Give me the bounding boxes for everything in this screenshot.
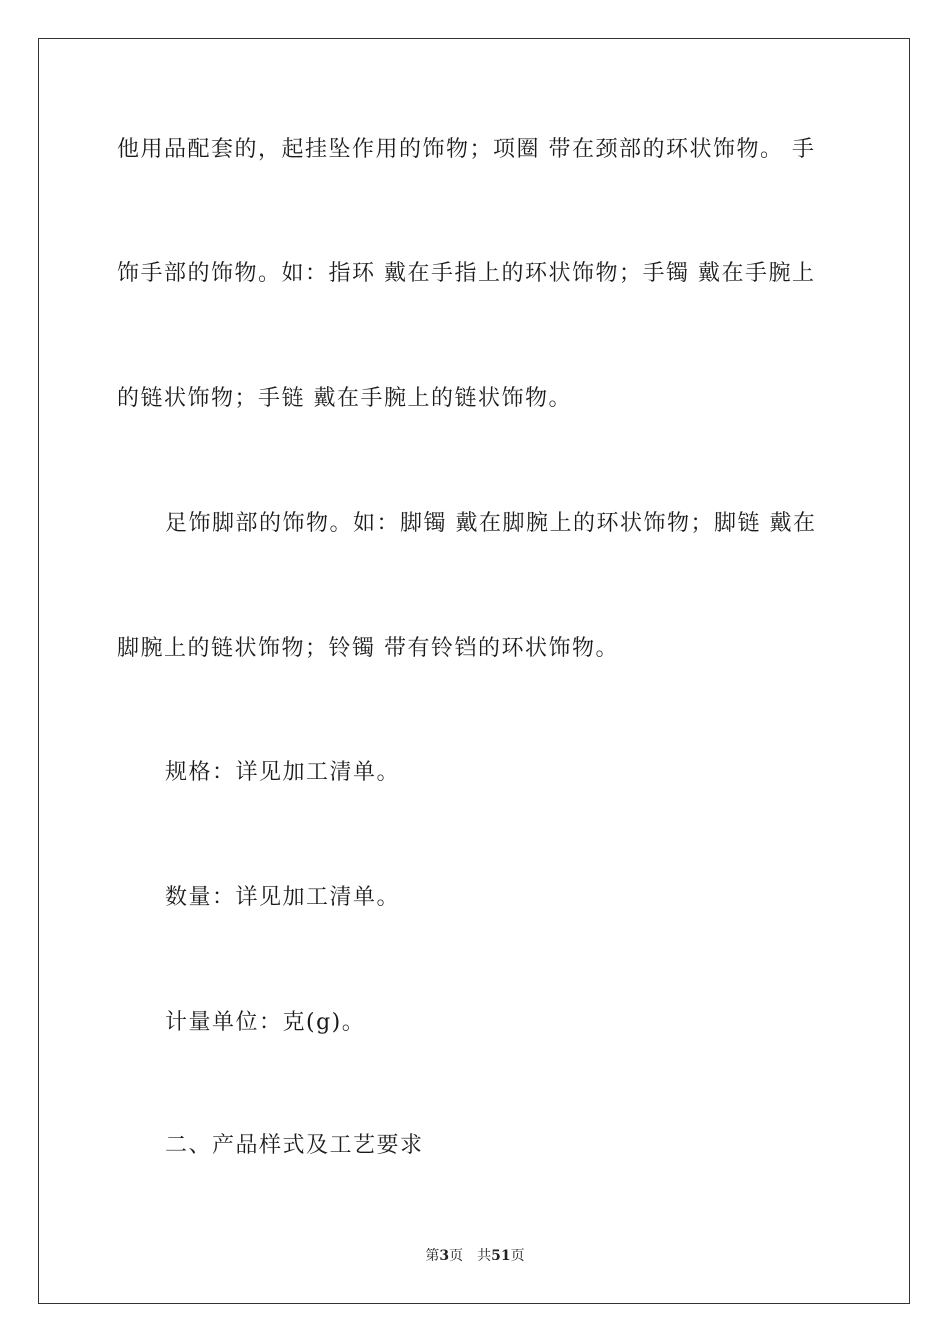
paragraph-line: 足饰脚部的饰物。如：脚镯 戴在脚腕上的环状饰物；脚链 戴在 <box>165 511 817 536</box>
paragraph-line: 他用品配套的，起挂坠作用的饰物；项圈 带在颈部的环状饰物。 手 <box>117 137 816 162</box>
paragraph-line: 饰手部的饰物。如：指环 戴在手指上的环状饰物；手镯 戴在手腕上 <box>117 261 816 286</box>
total-label-suffix: 页 <box>510 1248 525 1264</box>
total-label-prefix: 共 <box>477 1248 492 1264</box>
section-heading: 二、产品样式及工艺要求 <box>165 1133 424 1158</box>
page-footer <box>0 1246 950 1266</box>
paragraph-line: 数量：详见加工清单。 <box>165 885 401 910</box>
paragraph-line: 规格：详见加工清单。 <box>165 760 401 785</box>
page-label-prefix: 第 <box>425 1248 440 1264</box>
paragraph-line: 计量单位：克(g)。 <box>165 1010 366 1035</box>
current-page-number: 3 <box>439 1248 450 1264</box>
paragraph-line: 脚腕上的链状饰物；铃镯 带有铃铛的环状饰物。 <box>117 636 619 661</box>
page-label-suffix: 页 <box>449 1248 464 1264</box>
total-pages-number: 51 <box>491 1248 511 1264</box>
page-border <box>38 38 910 1304</box>
paragraph-line: 的链状饰物；手链 戴在手腕上的链状饰物。 <box>117 386 572 411</box>
